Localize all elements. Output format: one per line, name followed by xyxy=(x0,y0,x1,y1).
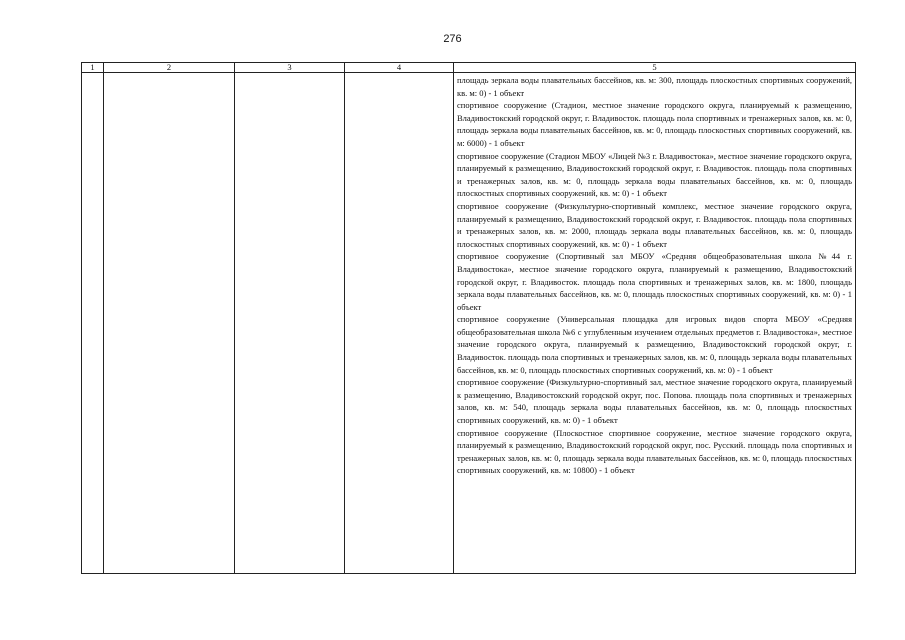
facility-entry-3: спортивное сооружение (Стадион МБОУ «Лицей №3 г. Владивостока», местное значение городского округа, планируемый к размещению, Владивостокский городской округ, г. Владивосток. площадь пола спортивных и тренажерных залов, кв. м: 0, площадь зеркала воды плавательных бассейнов, кв. м: 0, площадь плоскостных спортивных сооружений, кв. м: 0) - 1 объект xyxy=(457,150,852,199)
facility-entry-6: спортивное сооружение (Универсальная площадка для игровых видов спорта МБОУ «Средняя общеобразовательная школа №6 с углубленным изучением отдельных предметов г. Владивостока», местное значение городского округа, планируемый к размещению, Владивостокский городской округ, г. Владивосток. площадь пола спортивных и тренажерных залов, кв. м: 0, площадь зеркала воды плавательных бассейнов, кв. м: 0, площадь плоскостных спортивных сооружений, кв. м: 0) - 1 объект xyxy=(457,314,852,375)
page-number: 276 xyxy=(443,33,462,45)
facility-entry-7: спортивное сооружение (Физкультурно-спортивный зал, местное значение городского округа, планируемый к размещению, Владивостокский городской округ, пос. Попова. площадь пола спортивных и тренажерных залов, кв. м: 540, площадь зеркала воды плавательных бассейнов, кв. м: 0, площадь плоскостных спортивных сооружений, кв. м: 0) - 1 объект xyxy=(457,377,852,426)
table-header-row xyxy=(82,63,856,73)
document-table xyxy=(81,62,856,574)
facility-entry-2: спортивное сооружение (Стадион, местное значение городского округа, планируемый к размещению, Владивостокский городской округ, г. Владивосток. площадь пола спортивных и тренажерных залов, кв. м: 0, площадь зеркала воды плавательных бассейнов, кв. м: 0, площадь плоскостных спортивных сооружений, кв. м: 6000) - 1 объект xyxy=(457,100,852,148)
table-cell-col-1 xyxy=(82,73,104,574)
table-cell-col-2 xyxy=(104,73,235,574)
table-cell-col-3 xyxy=(235,73,345,574)
table-cell-col-4 xyxy=(345,73,454,574)
facility-entry-5: спортивное сооружение (Спортивный зал МБОУ «Средняя общеобразовательная школа №44 г. Владивостока», местное значение городского округа, планируемый к размещению, Владивостокский городской округ, г. Владивосток. площадь пола спортивных и тренажерных залов, кв. м: 1800, площадь зеркала воды плавательных бассейнов, кв. м: 0, площадь плоскостных спортивных сооружений, кв. м: 0) - 1 объект xyxy=(457,251,852,312)
facility-entry-8: спортивное сооружение (Плоскостное спортивное сооружение, местное значение городского округа, планируемый к размещению, Владивостокский городской округ, пос. Русский. площадь пола спортивных и тренажерных залов, кв. м: 0, площадь зеркала воды плавательных бассейнов, кв. м: 0, площадь плоскостных спортивных сооружений, кв. м: 10800) - 1 объект xyxy=(457,427,852,476)
table-cell-col-5 xyxy=(454,73,856,574)
column-header-5: 5 xyxy=(454,63,856,73)
facility-entry-1: площадь зеркала воды плавательных бассейнов, кв. м: 300, площадь плоскостных спортивных сооружений, кв. м: 0) - 1 объект xyxy=(457,75,852,98)
column-header-3: 3 xyxy=(235,63,345,73)
column-header-1: 1 xyxy=(82,63,104,73)
table-row xyxy=(82,73,856,574)
column-header-4: 4 xyxy=(345,63,454,73)
column-header-2: 2 xyxy=(104,63,235,73)
facility-entry-4: спортивное сооружение (Физкультурно-спортивный комплекс, местное значение городского округа, планируемый к размещению, Владивостокский городской округ, г. Владивосток. площадь пола спортивных и тренажерных залов, кв. м: 2000, площадь зеркала воды плавательных бассейнов, кв. м: 0, площадь плоскостных спортивных сооружений, кв. м: 0) - 1 объект xyxy=(457,200,852,249)
